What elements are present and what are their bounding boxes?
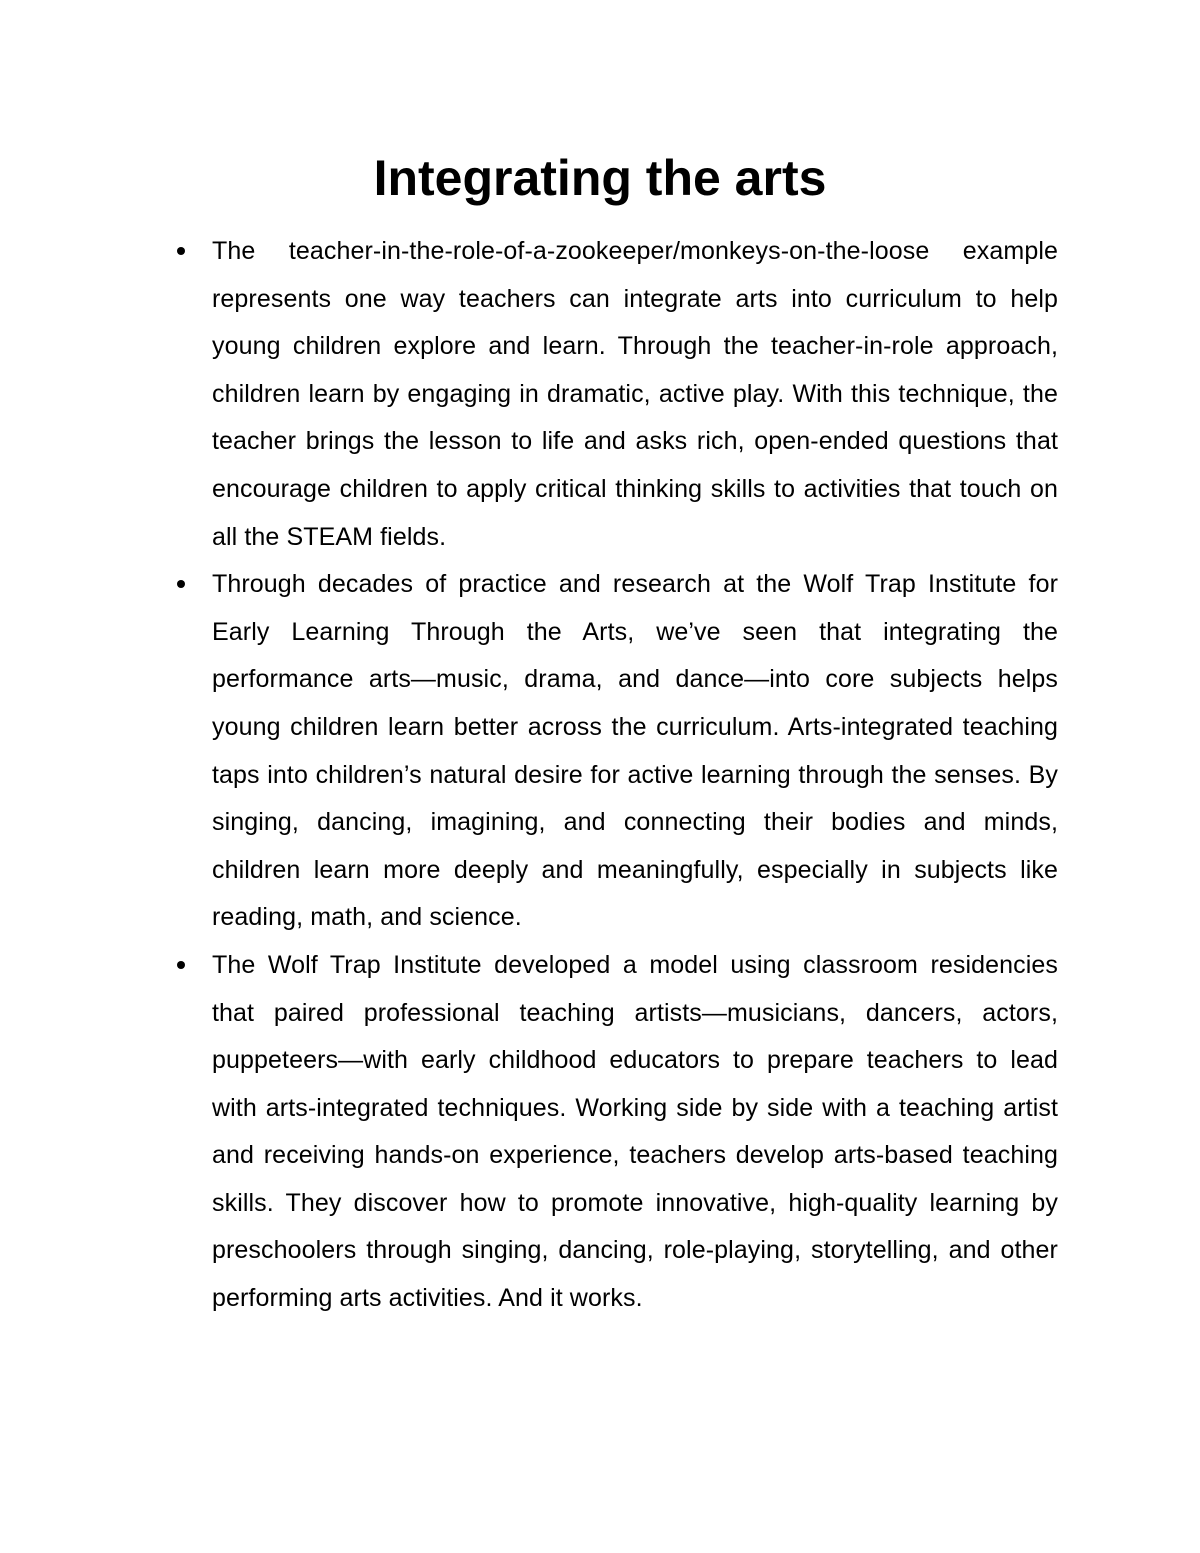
bullet-icon (177, 961, 185, 969)
bullet-icon (177, 580, 185, 588)
list-item (212, 228, 1058, 561)
bullet-text: The Wolf Trap Institute developed a model using classroom residencies that paired professional teaching artists—musicians, dancers, actors, puppeteers—with early childhood educators to prepare teachers to lead with arts-integrated techniques. Working side by side with a teaching artist and receiving hands-on experience, teachers develop arts-based teaching skills. They discover how to promote innovative, high-quality learning by preschoolers through singing, dancing, role-playing, storytelling, and other performing arts activities. And it works. (212, 950, 1058, 1313)
bullet-icon (177, 247, 185, 255)
document-title: Integrating the arts (373, 150, 827, 206)
list-item (212, 942, 1058, 1323)
bullet-list (212, 228, 1058, 1323)
bullet-text: The teacher-in-the-role-of-a-zookeeper/monkeys-on-the-loose example represents one way teachers can integrate arts into curriculum to help young children explore and learn. Through the teacher-in-role approach, children learn by engaging in dramatic, active play. With this technique, the teacher brings the lesson to life and asks rich, open-ended questions that encourage children to apply critical thinking skills to activities that touch on all the STEAM fields. (212, 237, 1058, 551)
list-item (212, 561, 1058, 942)
bullet-text: Through decades of practice and research at the Wolf Trap Institute for Early Learning Through the Arts, we’ve seen that integrating the performance arts—music, drama, and dance—into core subjects helps young children learn better across the curriculum. Arts-integrated teaching taps into children’s natural desire for active learning through the senses. By singing, dancing, imagining, and connecting their bodies and minds, children learn more deeply and meaningfully, especially in subjects like reading, math, and science. (212, 570, 1058, 932)
